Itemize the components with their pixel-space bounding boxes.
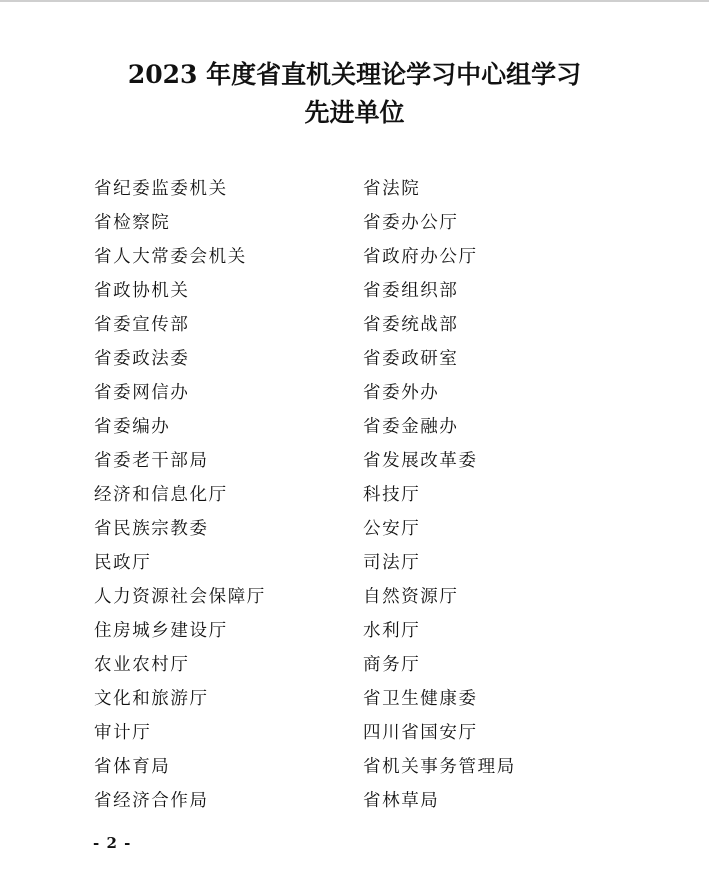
unit-item: 省委政研室 [363, 349, 459, 369]
unit-item: 省委编办 [94, 417, 171, 437]
left-unit-column [94, 178, 266, 824]
unit-item: 省体育局 [94, 757, 171, 777]
unit-item: 人力资源社会保障厅 [94, 587, 266, 607]
unit-item: 经济和信息化厅 [94, 485, 228, 505]
unit-item: 住房城乡建设厅 [94, 621, 228, 641]
unit-item: 省机关事务管理局 [363, 757, 516, 777]
unit-item: 省政协机关 [94, 281, 190, 301]
unit-item: 省委政法委 [94, 349, 190, 369]
unit-item: 自然资源厅 [363, 587, 459, 607]
document-subtitle: 先进单位 [304, 98, 405, 127]
unit-item: 文化和旅游厅 [94, 689, 209, 709]
unit-item: 省经济合作局 [94, 791, 209, 811]
unit-item: 省法院 [363, 179, 421, 199]
unit-item: 科技厅 [363, 485, 421, 505]
unit-item: 司法厅 [363, 553, 421, 573]
unit-item: 省林草局 [363, 791, 440, 811]
unit-item: 省委宣传部 [94, 315, 190, 335]
unit-item: 省委统战部 [363, 315, 459, 335]
unit-item: 商务厅 [363, 655, 421, 675]
unit-item: 省纪委监委机关 [94, 179, 228, 199]
unit-item: 省委办公厅 [363, 213, 459, 233]
unit-item: 省委组织部 [363, 281, 459, 301]
document-title: 2023 年度省直机关理论学习中心组学习 [127, 60, 582, 89]
unit-item: 省政府办公厅 [363, 247, 478, 267]
unit-item: 省委外办 [363, 383, 440, 403]
unit-item: 省发展改革委 [363, 451, 478, 471]
unit-item: 省卫生健康委 [363, 689, 478, 709]
unit-item: 公安厅 [363, 519, 421, 539]
unit-item: 省委金融办 [363, 417, 459, 437]
unit-item: 农业农村厅 [94, 655, 190, 675]
unit-item: 省委网信办 [94, 383, 190, 403]
unit-item: 省检察院 [94, 213, 171, 233]
unit-item: 省人大常委会机关 [94, 247, 247, 267]
unit-item: 民政厅 [94, 553, 152, 573]
unit-item: 审计厅 [94, 723, 152, 743]
page-number: - 2 - [93, 834, 132, 852]
right-unit-column [363, 178, 516, 824]
unit-item: 省委老干部局 [94, 451, 209, 471]
unit-item: 水利厅 [363, 621, 421, 641]
top-divider [0, 0, 709, 2]
unit-item: 四川省国安厅 [363, 723, 478, 743]
unit-item: 省民族宗教委 [94, 519, 209, 539]
